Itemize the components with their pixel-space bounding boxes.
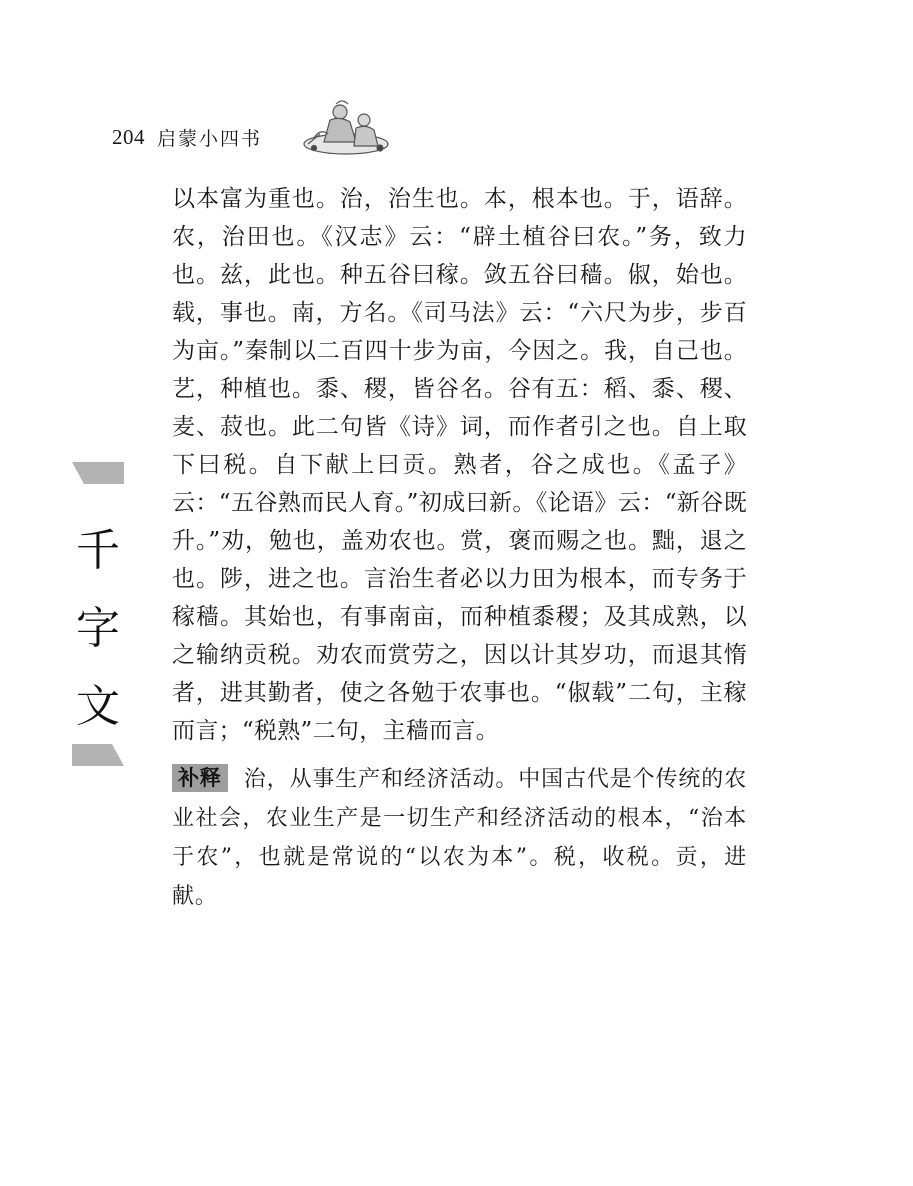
- bottom-bracket-bar: [72, 744, 124, 766]
- page-body: [172, 180, 747, 916]
- side-title: [72, 462, 124, 770]
- side-title-char: 文: [76, 681, 120, 732]
- running-header: [112, 120, 262, 154]
- side-title-char: 千: [76, 525, 120, 576]
- page-number: 204: [112, 124, 145, 149]
- note-paragraph: [172, 760, 747, 916]
- header-illustration: [300, 98, 392, 158]
- top-bracket-bar: [72, 462, 124, 484]
- note-label: 补释: [172, 764, 228, 792]
- side-title-char: 字: [76, 603, 120, 654]
- supplementary-note: [172, 760, 747, 916]
- side-title-chars: [72, 512, 124, 746]
- commentary-text: 以本富为重也。治，治生也。本，根本也。于，语辞。农，治田也。《汉志》云：“辟土植谷曰农。”务，致力也。兹，此也。种五谷曰稼。敛五谷曰穑。俶，始也。载，事也。南，方名。《司马法》云：“六尺为步，步百为亩。”秦制以二百四十步为亩，今因之。我，自己也。艺，种植也。黍、稷，皆谷名。谷有五：稻、黍、稷、麦、菽也。此二句皆《诗》词，而作者引之也。自上取下曰税。自下献上曰贡。熟者，谷之成也。《孟子》云：“五谷熟而民人育。”初成曰新。《论语》云：“新谷既升。”劝，勉也，盖劝农也。赏，褒而赐之也。黜，退之也。陟，进之也。言治生者必以力田为根本，而专务于稼穑。其始也，有事南亩，而种植黍稷；及其成熟，以之输纳贡税。劝农而赏劳之，因以计其岁功，而退其惰者，进其勤者，使之各勉于农事也。“俶载”二句，主稼而言；“税熟”二句，主穑而言。: [172, 186, 747, 744]
- note-text: 治，从事生产和经济活动。中国古代是个传统的农业社会，农业生产是一切生产和经济活动的根本，“治本于农”，也就是常说的“以农为本”。税，收税。贡，进献。: [172, 767, 747, 909]
- book-title: 启蒙小四书: [157, 127, 263, 150]
